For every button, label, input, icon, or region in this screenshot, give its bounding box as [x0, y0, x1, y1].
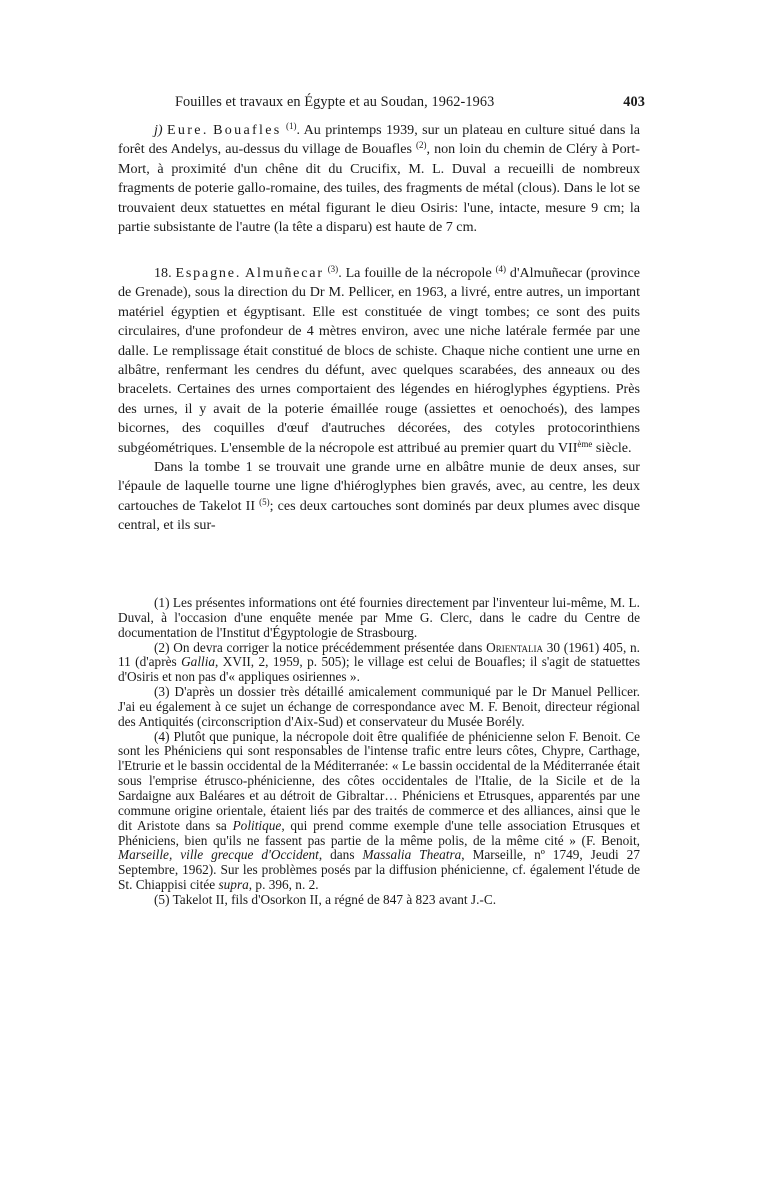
- journal-title: Gallia: [181, 654, 216, 670]
- footnote-4: [118, 730, 640, 893]
- footnote-text: , Marseille, nº 1749, Jeudi 27 Septembre, 1962). Sur les problèmes posés par la diffusion phénicienne, cf. également l'étude de St. Chiappisi citée: [118, 847, 640, 893]
- text-run: d'Almuñecar (province de Grenade), sous la direction du Dr M. Pellicer, en 1963, a livré, entre autres, un important matériel égyptien et égyptisant. Elle est constituée de vingt tombes; ce sont des puits circulaires, d'une profondeur de 4 mètres environ, avec une niche latérale fermée par une dalle. Le remplissage était constitué de blocs de schiste. Chaque niche contient une urne en albâtre, renfermant les cendres du défunt, avec quelques scarabées, des anneaux ou des bracelets. Certaines des urnes comportaient des légendes en hiéroglyphes égyptiens. Près des urnes, il y avait de la poterie émaillée rouge (assiettes et oenochoés), des lampes bicornes, des coquilles d'œuf d'autruches décorées, des cotyles protocorinthiens subgéométriques. L'ensemble de la nécropole est attribué au premier quart du VII: [118, 265, 640, 456]
- footnote-text: , qui prend comme exemple d'une telle association Etrusques et Phéniciens, bien qu'ils ne fassent pas partie de la même polis, de la même cité » (F. Benoit,: [118, 817, 641, 848]
- text-run: ; ces deux cartouches sont dominés par deux plumes avec disque central, et ils sur-: [118, 497, 640, 534]
- footnote-mark: (1): [154, 595, 170, 610]
- footnote-mark: (4): [154, 728, 170, 744]
- footnote-mark: (5): [154, 891, 170, 907]
- paragraph-espagne-2: [118, 458, 640, 536]
- footnote-text: D'après un dossier très détaillé amicalement communiqué par le Dr Manuel Pellicer. J'ai eu également à ce sujet un échange de correspondance avec M. F. Benoit, directeur régional des Antiquités (circonscription d'Aix-Sud) et conservateur du Musée Borély.: [118, 684, 640, 729]
- footnote-mark: (2): [154, 639, 170, 655]
- work-title: Marseille, ville grecque d'Occident: [118, 847, 319, 863]
- site-heading: Bouafles: [213, 122, 282, 138]
- running-title: Fouilles et travaux en Égypte et au Soudan, 1962-1963: [175, 94, 495, 110]
- footnote-text: , p. 396, n. 2.: [248, 877, 319, 893]
- footnotes: [118, 596, 640, 908]
- footnote-text: , XVII, 2, 1959, p. 505); le village est celui de Bouafles; il s'agit de statuettes d'Osiris et non pas d'« appliques osiriennes ».: [118, 654, 640, 685]
- text-run: . Au printemps 1939, sur un plateau en culture situé dans la forêt des Andelys, au-dessus du village de Bouafles: [118, 122, 640, 158]
- region-heading: Eure.: [167, 122, 209, 138]
- section-marker: j): [154, 122, 163, 138]
- region-heading: Espagne.: [175, 265, 242, 281]
- text-run: Dans la tombe 1 se trouvait une grande urne en albâtre munie de deux anses, sur l'épaule de laquelle tourne une ligne d'hiéroglyphes bien gravés, avec, au centre, les deux cartouches de Takelot II: [118, 459, 640, 514]
- section-number: 18.: [154, 265, 172, 281]
- page-number: 403: [623, 94, 645, 110]
- section-espagne: [118, 264, 640, 536]
- footnote-5: [118, 893, 640, 908]
- footnote-text: 30 (1961) 405, n. 11 (d'après: [118, 639, 640, 670]
- footnote-text: Takelot II, fils d'Osorkon II, a régné de 847 à 823 avant J.-C.: [169, 891, 497, 907]
- paragraph-eure: [118, 121, 640, 237]
- text-run: , non loin du chemin de Cléry à Port-Mort, à proximité d'un chêne dit du Crucifix, M. L. Duval a recueilli de nombreux fragments de poterie gallo-romaine, des tuiles, des fragments de métal (clous). Dans le lot se trouvaient deux statuettes en métal figurant le dieu Osiris: l'une, intacte, mesure 9 cm; la partie subsistante de l'autre (la tête a disparu) est haute de 7 cm.: [118, 141, 640, 236]
- paragraph-espagne-1: [118, 264, 640, 458]
- footnote-ref[interactable]: (1): [285, 121, 297, 131]
- footnote-ref[interactable]: (2): [416, 140, 427, 151]
- footnote-ref[interactable]: (3): [327, 264, 339, 274]
- footnote-text: Plutôt que punique, la nécropole doit être qualifiée de phénicienne selon F. Benoit. Ce sont les Phéniciens qui sont responsables de l'intense trafic entre leurs côtes, Chypre, Carthage, l'Etrurie et le bassin occidental de la Méditerranée: « Le bassin occidental de la Méditerranée était sous l'emprise étrusco-phénicienne, des côtes occidentales de l'Italie, de la Sicile et de la Sardaigne aux Baléares et au détroit de Gibraltar… Phéniciens et Etrusques, apparentés par une commune origine orientale, étaient liés par des traités de commerce et des alliances, ainsi que le dit Aristote dans sa: [118, 728, 640, 833]
- footnote-1: [118, 596, 640, 641]
- footnote-3: [118, 685, 640, 730]
- footnote-2: [118, 641, 640, 686]
- section-eure: [118, 121, 640, 237]
- footnote-text: On devra corriger la notice précédemment présentée dans: [169, 639, 487, 655]
- footnote-ref[interactable]: (5): [259, 496, 270, 507]
- site-heading: Almuñecar: [245, 265, 324, 281]
- footnote-text: Les présentes informations ont été fournies directement par l'inventeur lui-même, M. L. Duval, à l'occasion d'une enquête menée par Mme G. Clerc, dans le cadre du Centre de documentation de l'Institut d'Égyptologie de Strasbourg.: [118, 595, 640, 640]
- work-title: Politique: [232, 817, 282, 833]
- text-run: . La fouille de la nécropole: [338, 265, 496, 281]
- work-title: Massalia Theatra: [362, 847, 462, 863]
- footnote-text: , dans: [318, 847, 363, 863]
- footnote-ref[interactable]: (4): [495, 264, 507, 274]
- century-superscript: ème: [577, 438, 593, 449]
- journal-name: Orientalia: [486, 639, 543, 655]
- supra-ref: supra: [218, 877, 249, 893]
- running-header: [175, 94, 645, 111]
- footnote-mark: (3): [154, 684, 170, 700]
- text-run: siècle.: [592, 439, 632, 456]
